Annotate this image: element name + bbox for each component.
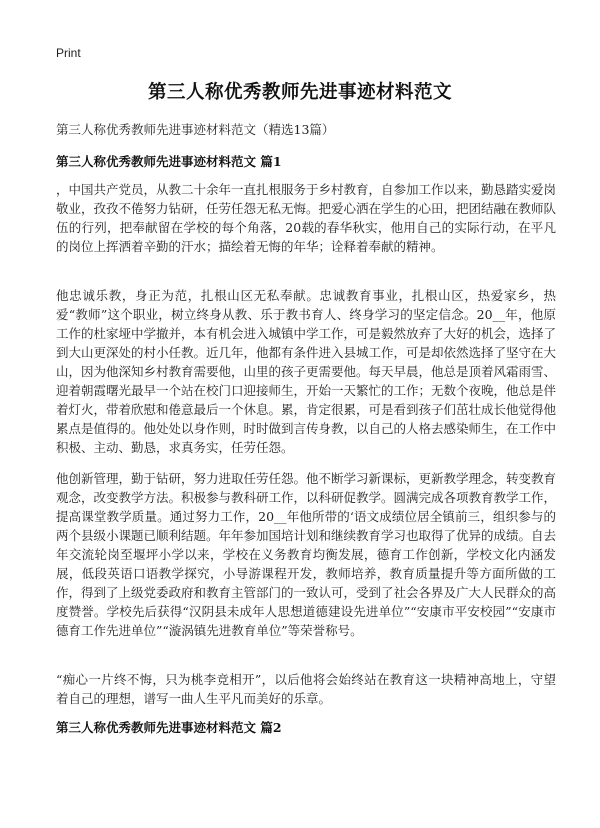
document-title: 第三人称优秀教师先进事迹材料范文 bbox=[147, 82, 452, 103]
section-heading-2: 第三人称优秀教师先进事迹材料范文 篇2 bbox=[56, 720, 282, 735]
paragraph-3: 他创新管理，勤于钻研，努力进取任劳任怨。他不断学习新课标，更新教学理念，转变教育观念，改变教学方法。积极参与教科研工作，以科研促教学。圆满完成各项教育教学工作，提高课堂教学质量。通过努力工作，20__年他所带的‘语文成绩位居全镇前三，组织参与的两个县级小课题已顺利结题。年年参加国培计划和继续教育学习也取得了优异的成绩。自去年交流轮岗至堰坪小学以来，学校在义务教育均衡发展，德育工作创新，学校文化内涵发展，低段英语口语教学探究，小导游课程开发，教师培养，教育质量提升等方面所做的工作，得到了上级党委政府和教育主管部门的一致认可，受到了社会各界及广大人民群众的高度赞誉。学校先后获得“汉阴县未成年人思想道德建设先进单位”“安康市平安校园”“安康市德育工作先进单位”“漩涡镇先进教育单位”等荣誉称号。 bbox=[56, 471, 557, 638]
document-subtitle: 第三人称优秀教师先进事迹材料范文（精选13篇） bbox=[56, 122, 335, 137]
section-heading-1: 第三人称优秀教师先进事迹材料范文 篇1 bbox=[56, 154, 282, 169]
paragraph-2: 他忠诚乐教，身正为范，扎根山区无私奉献。忠诚教育事业，扎根山区，热爱家乡，热爱“教师”这个职业，树立终身从教、乐于教书育人、终身学习的坚定信念。20__年，他原工作的杜家垭中学撤并，本有机会进入城镇中学工作，可是毅然放弃了大好的机会，选择了到大山更深处的村小任教。近几年，他都有条件进入县城工作，可是却依然选择了坚守在大山，因为他深知乡村教育需要他，山里的孩子更需要他。每天早晨，他总是顶着风霜雨雪、迎着朝霞曙光最早一个站在校门口迎接师生，开始一天繁忙的工作；无数个夜晚，他总是伴着灯火，带着欣慰和倦意最后一个休息。累，肯定很累，可是看到孩子们茁壮成长他觉得他累点是值得的。他处处以身作则，时时做到言传身教，以自己的人格去感染师生，在工作中积极、主动、勤恳，求真务实，任劳任怨。 bbox=[56, 288, 557, 455]
paragraph-4: “痴心一片终不悔，只为桃李竞相开”，以后他将会始终站在教育这一块精神高地上，守望着自己的理想，谱写一曲人生平凡而美好的乐章。 bbox=[56, 672, 556, 706]
print-link[interactable]: Print bbox=[56, 46, 81, 60]
paragraph-1: ，中国共产党员，从教二十余年一直扎根服务于乡村教育，自参加工作以来，勤恳踏实爱岗敬业，孜孜不倦努力钻研，任劳任怨无私无悔。把爱心洒在学生的心田，把团结融在教师队伍的行列，把奉献留在学校的每个角落，20载的春华秋实，他用自己的实际行动，在平凡的岗位上挥洒着辛勤的汗水；描绘着无悔的年华；诠释着奉献的精神。 bbox=[56, 182, 557, 254]
